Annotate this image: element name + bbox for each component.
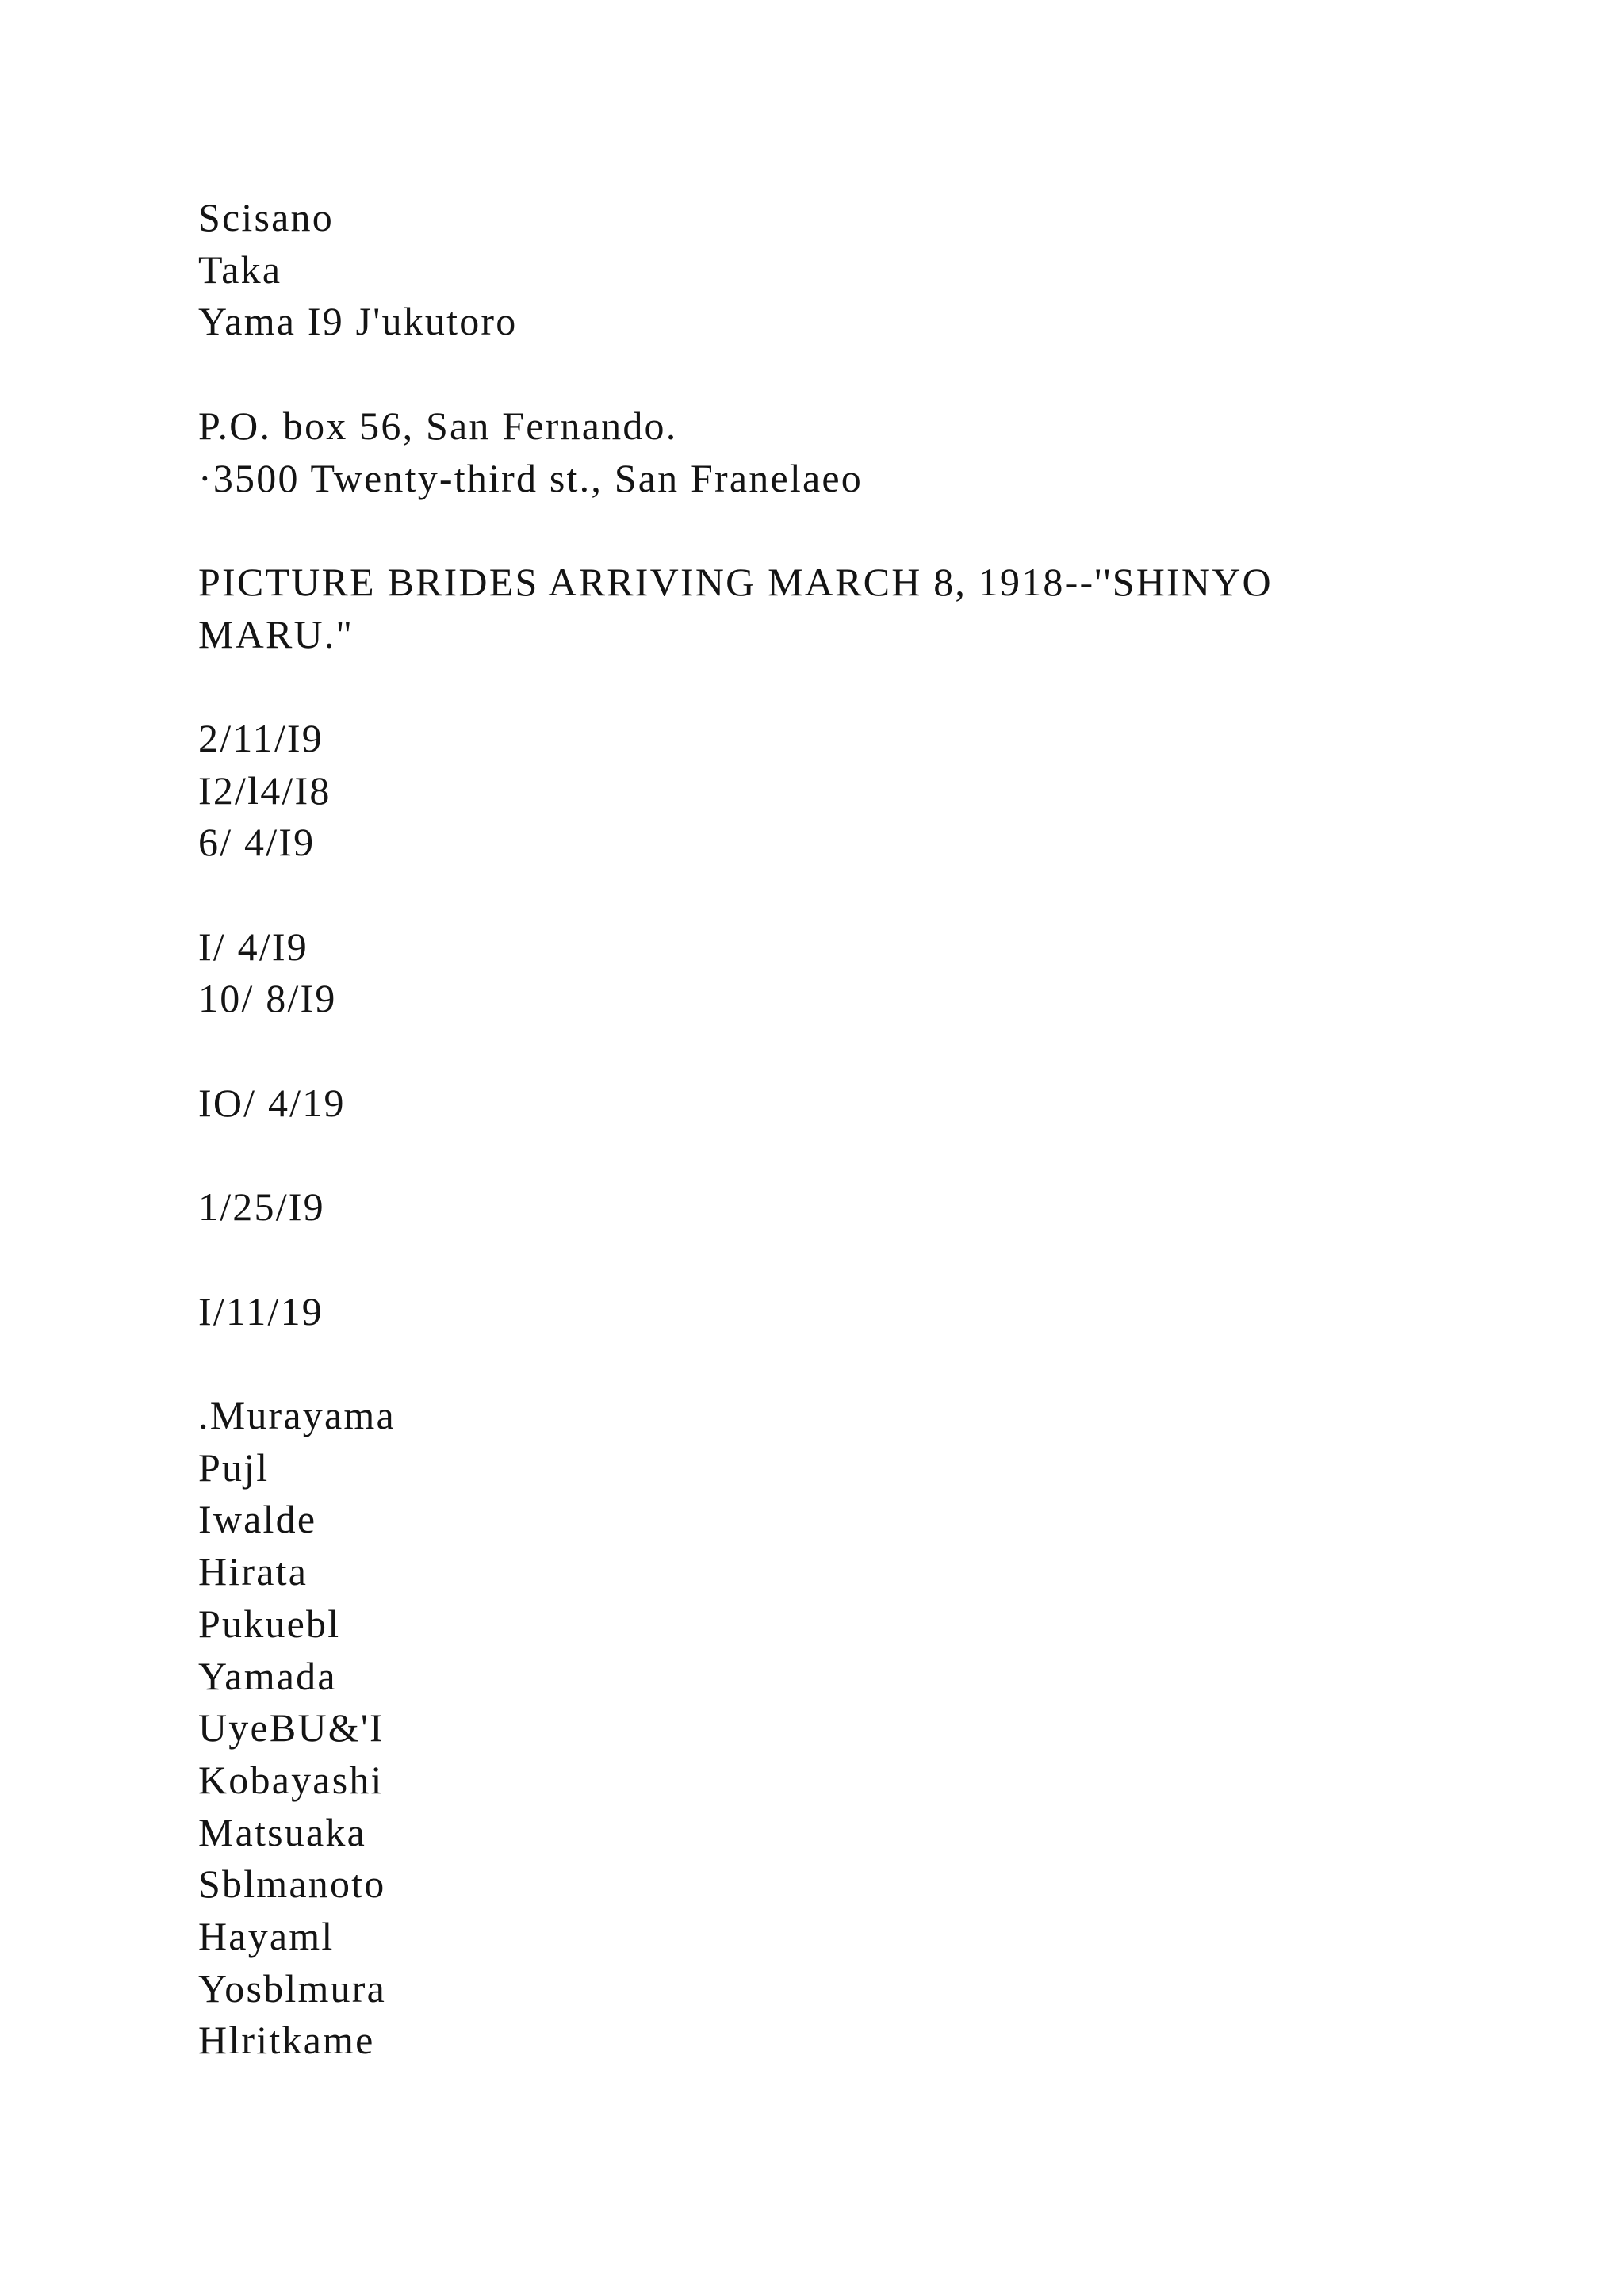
surname-item: Pujl (198, 1445, 270, 1490)
date-line: I/ 4/I9 (198, 924, 308, 969)
dates-group (198, 1181, 1427, 1234)
surname-item: Kobayashi (198, 1757, 384, 1802)
surname-item: Hayaml (198, 1914, 335, 1959)
surname-item: UyeBU&'I (198, 1705, 385, 1751)
address-line: ·3500 Twenty-third st., San Franelaeo (198, 455, 863, 500)
surname-item: Yosblmura (198, 1965, 386, 2011)
date-line: 1/25/I9 (198, 1184, 325, 1230)
blank-line (198, 660, 1427, 713)
blank-line (198, 1025, 1427, 1077)
surname-item: Matsuaka (198, 1809, 366, 1854)
surnames-list (198, 1390, 1427, 2067)
surname-item: Hlritkame (198, 2018, 375, 2063)
surname-item: Sblmanoto (198, 1862, 386, 1907)
date-line: 10/ 8/I9 (198, 976, 337, 1021)
surname-item: .Murayama (198, 1393, 396, 1438)
surname-item: Hirata (198, 1549, 308, 1594)
header-name-line: Scisano (198, 195, 334, 239)
header-names-block (198, 192, 1427, 348)
blank-line (198, 1130, 1427, 1182)
blank-line (198, 1234, 1427, 1286)
surname-item: Yamada (198, 1653, 337, 1698)
date-line: 2/11/I9 (198, 715, 324, 760)
blank-line (198, 869, 1427, 921)
dates-group (198, 713, 1427, 869)
surname-item: Iwalde (198, 1497, 317, 1542)
header-name-line: Taka (198, 247, 282, 292)
blank-line (198, 1337, 1427, 1390)
document-body (198, 192, 1427, 2067)
dates-group (198, 1286, 1427, 1338)
date-line: I2/l4/I8 (198, 767, 331, 813)
date-line: I/11/19 (198, 1288, 324, 1334)
dates-group (198, 921, 1427, 1025)
address-line: P.O. box 56, San Fernando. (198, 403, 678, 448)
date-line: IO/ 4/19 (198, 1080, 346, 1125)
surname-item: Pukuebl (198, 1601, 341, 1646)
addresses-block (198, 400, 1427, 504)
document-heading: PICTURE BRIDES ARRIVING MARCH 8, 1918--''SHINYO MARU." (198, 559, 1273, 656)
date-line: 6/ 4/I9 (198, 820, 316, 865)
blank-line (198, 504, 1427, 557)
header-name-line: Yama I9 J'ukutoro (198, 299, 518, 344)
blank-line (198, 348, 1427, 400)
dates-group (198, 1077, 1427, 1130)
